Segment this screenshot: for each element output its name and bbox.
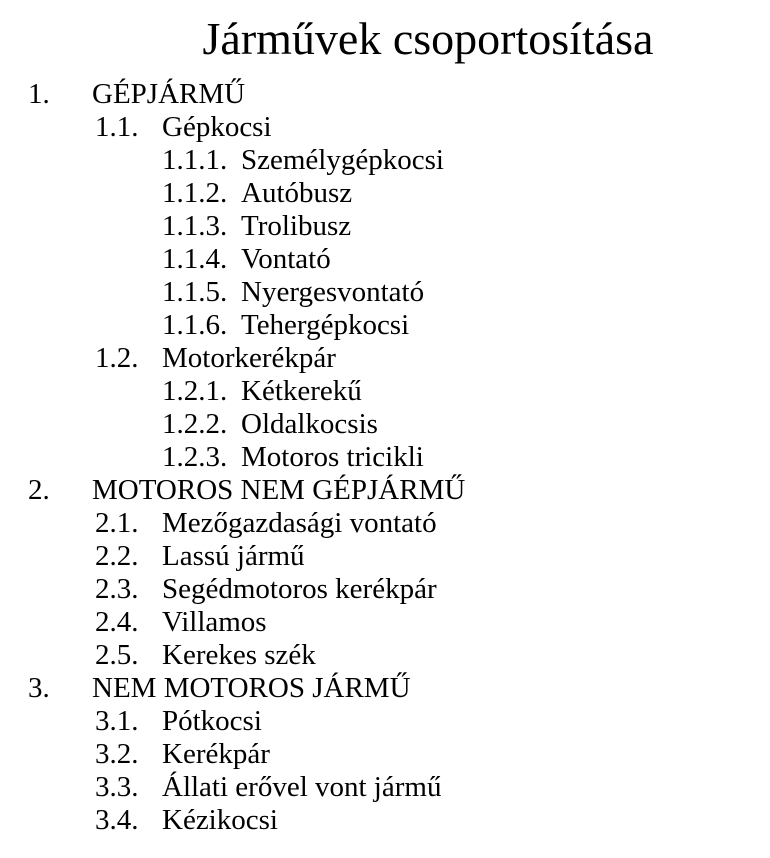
list-item [0,606,770,639]
list-item-number: 1.1.1. [162,144,228,176]
list-item-label: Kétkerekű [241,375,362,407]
list-item-label: Kerékpár [162,738,270,770]
list-item-label: MOTOROS NEM GÉPJÁRMŰ [92,474,466,506]
list-item-number: 2.4. [95,606,139,638]
list-item [0,78,770,111]
list-item-label: Kerekes szék [162,639,316,671]
list-item [0,639,770,672]
list-item [0,243,770,276]
list-item-label: Oldalkocsis [241,408,378,440]
list-item [0,375,770,408]
list-item-number: 1.1.6. [162,309,228,341]
list-item [0,474,770,507]
list-item [0,210,770,243]
list-item [0,705,770,738]
list-item-label: NEM MOTOROS JÁRMŰ [92,672,411,704]
list-item [0,276,770,309]
list-item-number: 3.3. [95,771,139,803]
list-item-label: Kézikocsi [162,804,278,836]
list-item-label: Gépkocsi [162,111,272,143]
list-item [0,342,770,375]
document-title: Járművek csoportosítása [202,13,654,64]
list-item-number: 3.2. [95,738,139,770]
list-item-number: 1.2.1. [162,375,228,407]
list-item [0,540,770,573]
list-item-label: Személygépkocsi [241,144,444,176]
list-item-label: Nyergesvontató [241,276,425,308]
list-item-label: Pótkocsi [162,705,262,737]
list-item [0,771,770,804]
list-item-number: 3.4. [95,804,139,836]
list-item [0,804,770,837]
list-item-number: 1.1.4. [162,243,228,275]
list-item [0,507,770,540]
list-item [0,441,770,474]
list-item-label: GÉPJÁRMŰ [92,78,246,110]
list-item-label: Autóbusz [241,177,353,209]
list-item-number: 2.3. [95,573,139,605]
list-item-number: 3.1. [95,705,139,737]
list-item [0,738,770,771]
list-item-number: 2.2. [95,540,139,572]
list-item [0,144,770,177]
list-item-number: 2.1. [95,507,139,539]
list-item-number: 1.2.2. [162,408,228,440]
list-item-number: 1.1.2. [162,177,228,209]
list-item-label: Mezőgazdasági vontató [162,507,437,539]
list-item [0,111,770,144]
list-item-label: Motorkerékpár [162,342,336,374]
list-item-number: 1.2. [95,342,139,374]
list-item-label: Segédmotoros kerékpár [162,573,437,605]
list-item-number: 1.1. [95,111,139,143]
list-item [0,309,770,342]
list-item [0,573,770,606]
list-item-label: Trolibusz [241,210,352,242]
list-item-number: 2. [28,474,50,506]
list-item-number: 1. [28,78,50,110]
list-item-label: Vontató [241,243,331,275]
list-item-label: Lassú jármű [162,540,305,572]
list-item-number: 3. [28,672,50,704]
list-item-number: 1.1.3. [162,210,228,242]
list-item-label: Motoros tricikli [241,441,424,473]
list-item [0,672,770,705]
list-item-number: 1.2.3. [162,441,228,473]
list-item [0,408,770,441]
outline-list [0,78,770,837]
list-item-number: 1.1.5. [162,276,228,308]
list-item-label: Villamos [162,606,267,638]
list-item [0,177,770,210]
list-item-label: Állati erővel vont jármű [162,771,442,803]
list-item-number: 2.5. [95,639,139,671]
list-item-label: Tehergépkocsi [241,309,410,341]
